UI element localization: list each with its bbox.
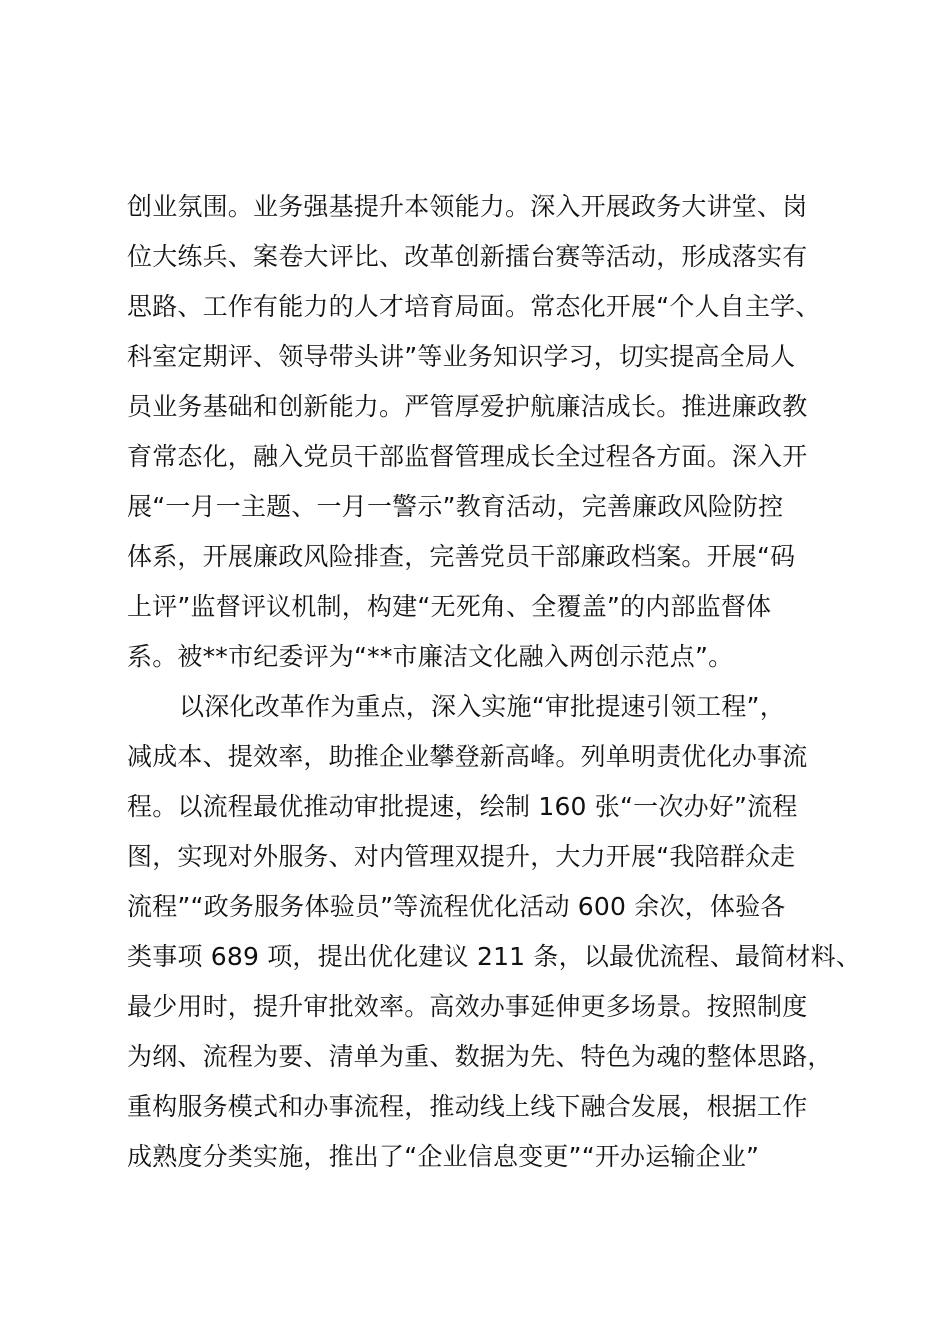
- text-line: 重构服务模式和办事流程，推动线上线下融合发展，根据工作: [127, 1092, 808, 1121]
- text-line: 流程”“政务服务体验员”等流程优化活动 600 余次，体验各: [127, 892, 786, 921]
- text-line: 体系，开展廉政风险排查，完善党员干部廉政档案。开展“码: [127, 542, 796, 571]
- text-line: 展“一月一主题、一月一警示”教育活动，完善廉政风险防控: [127, 492, 784, 521]
- text-line: 育常态化，融入党员干部监督管理成长全过程各方面。深入开: [127, 442, 808, 471]
- text-line-first: 以深化改革作为重点，深入实施“审批提速引领工程”，: [179, 692, 785, 721]
- text-line: 上评”监督评议机制，构建“无死角、全覆盖”的内部监督体: [127, 592, 772, 621]
- text-line: 程。以流程最优推动审批提速，绘制 160 张“一次办好”流程: [127, 792, 798, 821]
- text-line: 图，实现对外服务、对内管理双提升，大力开展“我陪群众走: [127, 842, 796, 871]
- text-line: 创业氛围。业务强基提升本领能力。深入开展政务大讲堂、岗: [127, 192, 808, 221]
- paragraph-2: [127, 682, 862, 1182]
- document-body: [127, 182, 862, 1182]
- text-line: 员业务基础和创新能力。严管厚爱护航廉洁成长。推进廉政教: [127, 392, 808, 421]
- text-line: 最少用时，提升审批效率。高效办事延伸更多场景。按照制度: [127, 992, 808, 1021]
- text-line: 为纲、流程为要、清单为重、数据为先、特色为魂的整体思路，: [127, 1042, 833, 1071]
- text-line: 成熟度分类实施，推出了“企业信息变更”“开办运输企业”: [127, 1142, 760, 1171]
- text-line: 位大练兵、案卷大评比、改革创新擂台赛等活动，形成落实有: [127, 242, 808, 271]
- text-line: 减成本、提效率，助推企业攀登新高峰。列单明责优化办事流: [127, 742, 808, 771]
- paragraph-1: [127, 182, 847, 682]
- text-line: 类事项 689 项，提出优化建议 211 条，以最优流程、最简材料、: [127, 942, 862, 971]
- text-line: 科室定期评、领导带头讲”等业务知识学习，切实提高全局人: [127, 342, 796, 371]
- text-line: 系。被**市纪委评为“**市廉洁文化融入两创示范点”。: [127, 642, 734, 671]
- text-line: 思路、工作有能力的人才培育局面。常态化开展“个人自主学、: [127, 292, 821, 321]
